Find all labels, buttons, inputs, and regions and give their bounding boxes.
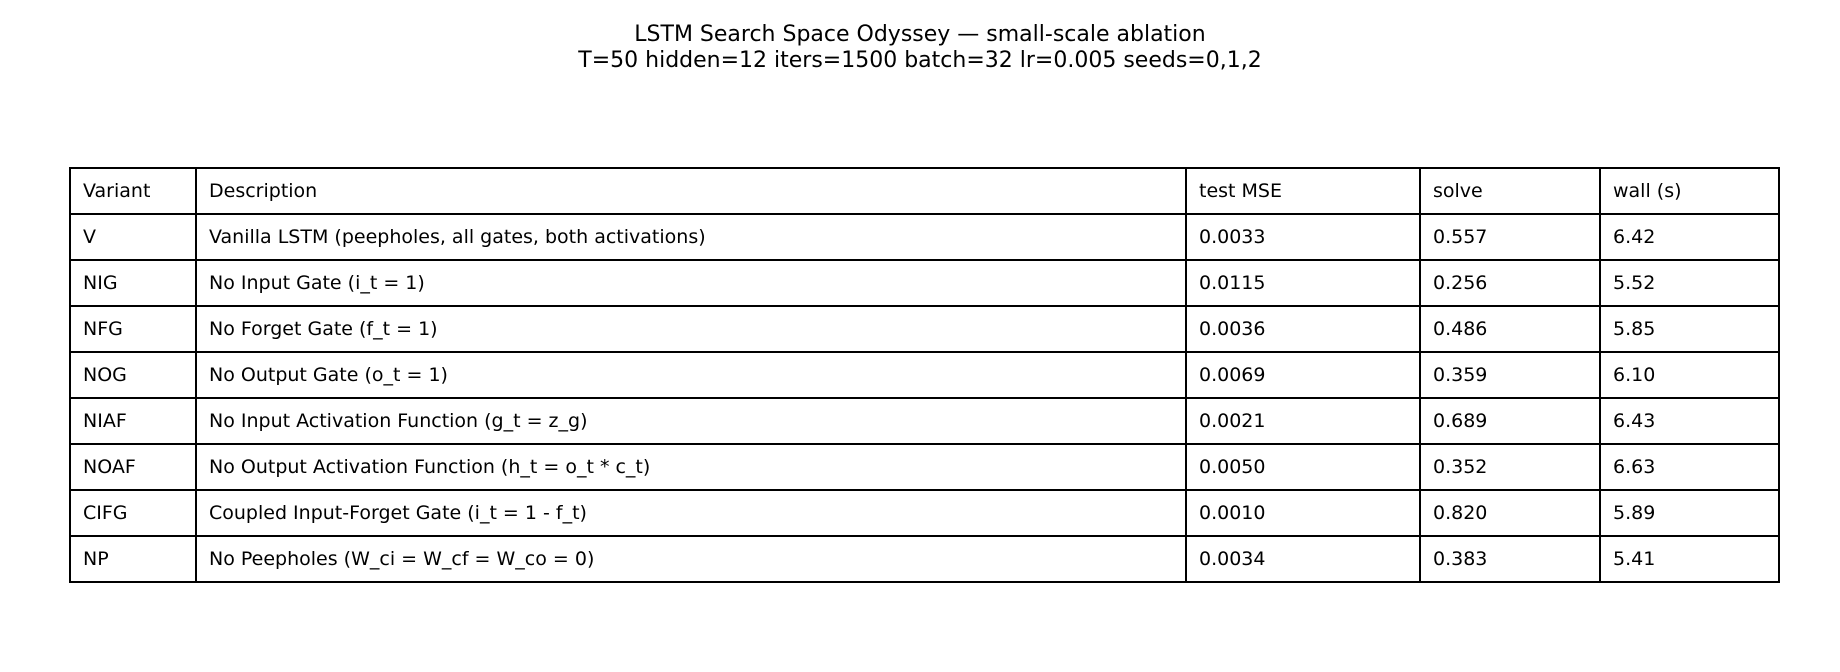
- variant-cell: NIAF: [70, 398, 196, 444]
- solve-cell: 0.383: [1420, 536, 1600, 582]
- description-cell: No Input Gate (i_t = 1): [196, 260, 1186, 306]
- wall-time-cell: 5.85: [1600, 306, 1779, 352]
- variant-cell: CIFG: [70, 490, 196, 536]
- solve-cell: 0.689: [1420, 398, 1600, 444]
- description-cell: No Peepholes (W_ci = W_cf = W_co = 0): [196, 536, 1186, 582]
- wall-time-cell: 5.89: [1600, 490, 1779, 536]
- solve-cell: 0.359: [1420, 352, 1600, 398]
- column-header-variant: Variant: [70, 168, 196, 214]
- solve-cell: 0.256: [1420, 260, 1600, 306]
- wall-time-cell: 6.42: [1600, 214, 1779, 260]
- description-cell: No Output Activation Function (h_t = o_t * c_t): [196, 444, 1186, 490]
- test-mse-cell: 0.0033: [1186, 214, 1420, 260]
- table-row: [70, 444, 1779, 490]
- test-mse-cell: 0.0010: [1186, 490, 1420, 536]
- chart-subtitle: T=50 hidden=12 iters=1500 batch=32 lr=0.005 seeds=0,1,2: [578, 48, 1262, 73]
- variant-cell: V: [70, 214, 196, 260]
- test-mse-cell: 0.0115: [1186, 260, 1420, 306]
- test-mse-cell: 0.0034: [1186, 536, 1420, 582]
- test-mse-cell: 0.0036: [1186, 306, 1420, 352]
- column-header-wall: wall (s): [1600, 168, 1779, 214]
- table-row: [70, 306, 1779, 352]
- test-mse-cell: 0.0021: [1186, 398, 1420, 444]
- solve-cell: 0.820: [1420, 490, 1600, 536]
- solve-cell: 0.486: [1420, 306, 1600, 352]
- table-row: [70, 536, 1779, 582]
- variant-cell: NFG: [70, 306, 196, 352]
- wall-time-cell: 5.52: [1600, 260, 1779, 306]
- variant-cell: NOG: [70, 352, 196, 398]
- wall-time-cell: 6.43: [1600, 398, 1779, 444]
- table-row: [70, 352, 1779, 398]
- wall-time-cell: 6.10: [1600, 352, 1779, 398]
- results-table: [69, 167, 1780, 583]
- column-header-description: Description: [196, 168, 1186, 214]
- wall-time-cell: 5.41: [1600, 536, 1779, 582]
- test-mse-cell: 0.0069: [1186, 352, 1420, 398]
- solve-cell: 0.557: [1420, 214, 1600, 260]
- description-cell: No Forget Gate (f_t = 1): [196, 306, 1186, 352]
- description-cell: Vanilla LSTM (peepholes, all gates, both activations): [196, 214, 1186, 260]
- column-header-solve: solve: [1420, 168, 1600, 214]
- variant-cell: NP: [70, 536, 196, 582]
- chart-title: LSTM Search Space Odyssey — small-scale ablation: [634, 22, 1206, 47]
- table-row: [70, 490, 1779, 536]
- header-row: [70, 168, 1779, 214]
- column-header-test-mse: test MSE: [1186, 168, 1420, 214]
- table-row: [70, 260, 1779, 306]
- description-cell: No Output Gate (o_t = 1): [196, 352, 1186, 398]
- description-cell: Coupled Input-Forget Gate (i_t = 1 - f_t): [196, 490, 1186, 536]
- variant-cell: NOAF: [70, 444, 196, 490]
- description-cell: No Input Activation Function (g_t = z_g): [196, 398, 1186, 444]
- solve-cell: 0.352: [1420, 444, 1600, 490]
- table-row: [70, 398, 1779, 444]
- chart-title-block: [0, 22, 1840, 74]
- test-mse-cell: 0.0050: [1186, 444, 1420, 490]
- table-row: [70, 214, 1779, 260]
- wall-time-cell: 6.63: [1600, 444, 1779, 490]
- variant-cell: NIG: [70, 260, 196, 306]
